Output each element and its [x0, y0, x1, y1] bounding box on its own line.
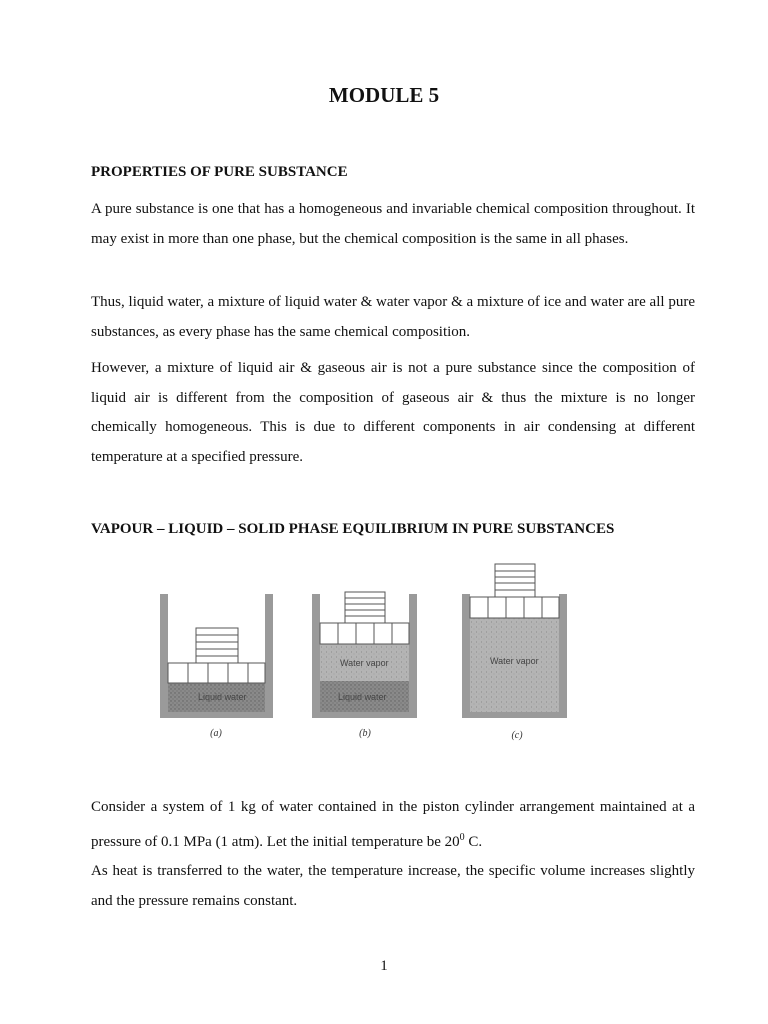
paragraph-heat-transfer: As heat is transferred to the water, the temperature increase, the specific volume increases slightly and the pressure remains constant. [91, 863, 695, 909]
paragraph-liquid-air: However, a mixture of liquid air & gaseous air is not a pure substance since the composition of liquid air is different from the composition of gaseous air & thus the mixture is no longer chemically homogeneous. This is due to different components in air condensing at different temperature at a specified pressure. [91, 360, 695, 465]
cylinder-a [160, 594, 273, 739]
paragraph-system-description [91, 793, 695, 857]
degree-superscript: 0 [459, 831, 465, 843]
cylinder-b [312, 592, 417, 739]
caption-b: (b) [359, 728, 371, 739]
label-liquid-water-b: Liquid water [338, 692, 387, 702]
caption-a: (a) [210, 728, 222, 739]
system-description-text: Consider a system of 1 kg of water contained in the piston cylinder arrangement maintained at a pressure of 0.1 MPa (1 atm). Let the initial temperature be 20 [91, 799, 695, 850]
system-description-unit: C. [464, 833, 483, 850]
page-number: 1 [380, 958, 388, 974]
label-water-vapor-b: Water vapor [340, 658, 389, 668]
piston-cylinder-figure [150, 560, 590, 750]
label-water-vapor-c: Water vapor [490, 656, 539, 666]
caption-c: (c) [511, 730, 523, 741]
section-heading-phase-equilibrium: VAPOUR – LIQUID – SOLID PHASE EQUILIBRIUM IN PURE SUBSTANCES [91, 521, 615, 537]
section-heading-properties: PROPERTIES OF PURE SUBSTANCE [91, 164, 348, 180]
module-title: MODULE 5 [328, 83, 440, 107]
label-liquid-water-a: Liquid water [198, 692, 247, 702]
paragraph-definition: A pure substance is one that has a homogeneous and invariable chemical composition throughout. It may exist in more than one phase, but the chemical composition is the same in all phases. [91, 201, 695, 247]
paragraph-examples: Thus, liquid water, a mixture of liquid water & water vapor & a mixture of ice and water are all pure substances, as every phase has the same chemical composition. [91, 294, 695, 340]
cylinder-c [462, 564, 567, 741]
